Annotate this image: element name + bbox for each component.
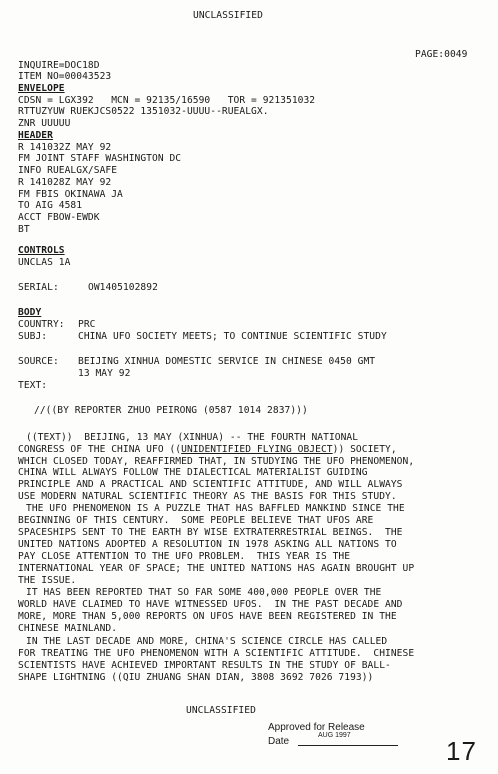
- date-rule: [298, 745, 398, 746]
- header-line-2: FM JOINT STAFF WASHINGTON DC: [18, 153, 182, 164]
- header-line-6: TO AIG 4581: [18, 200, 83, 211]
- subject-value: CHINA UFO SOCIETY MEETS; TO CONTINUE SCIENTIFIC STUDY: [78, 331, 387, 342]
- header-line-3: INFO RUEALGX/SAFE: [18, 165, 118, 176]
- item-number: ITEM NO=00043523: [18, 71, 112, 82]
- znr-line: ZNR UUUUU: [18, 118, 71, 129]
- paragraph-line: THE ISSUE.: [18, 575, 77, 586]
- date-label: Date: [268, 736, 290, 747]
- release-date: AUG 1997: [318, 732, 351, 739]
- subject-label: SUBJ:: [18, 331, 48, 342]
- source-line-1: BEIJING XINHUA DOMESTIC SERVICE IN CHINESE 0450 GMT: [78, 356, 376, 367]
- paragraph-line: SHAPE LIGHTNING ((QIU ZHUANG SHAN DIAN, 3808 3692 7026 7193)): [18, 672, 374, 683]
- controls-label: CONTROLS: [18, 245, 65, 256]
- country-value: PRC: [78, 319, 96, 330]
- paragraph-line: THE UFO PHENOMENON IS A PUZZLE THAT HAS BAFFLED MANKIND SINCE THE: [26, 503, 405, 514]
- header-label: HEADER: [18, 130, 53, 141]
- line-segment: CONGRESS OF THE CHINA UFO ((: [18, 444, 182, 455]
- paragraph-line: MORE, MORE THAN 5,000 REPORTS ON UFOS HAVE BEEN REGISTERED IN THE: [18, 611, 397, 622]
- paragraph-line: FOR TREATING THE UFO PHENOMENON WITH A SCIENTIFIC ATTITUDE. CHINESE: [18, 648, 415, 659]
- source-line-2: 13 MAY 92: [78, 368, 131, 379]
- routing-line: RTTUZYUW RUEKJCS0522 1351032-UUUU--RUEALGX.: [18, 106, 269, 117]
- body-label: BODY: [18, 307, 42, 318]
- classification-bottom: UNCLASSIFIED: [186, 705, 256, 716]
- controls-value: UNCLAS 1A: [18, 257, 71, 268]
- paragraph-line: CHINESE MAINLAND.: [18, 623, 118, 634]
- paragraph-line: WORLD HAVE CLAIMED TO HAVE WITNESSED UFOS. IN THE PAST DECADE AND: [18, 599, 403, 610]
- line-segment: )) SOCIETY,: [332, 444, 397, 455]
- serial-label: SERIAL:: [18, 282, 59, 293]
- approved-for-release: Approved for Release: [268, 722, 365, 733]
- header-line-5: FM FBIS OKINAWA JA: [18, 189, 123, 200]
- paragraph-line: USE MODERN NATURAL SCIENTIFIC THEORY AS THE BASIS FOR THIS STUDY.: [18, 491, 397, 502]
- header-line-8: BT: [18, 224, 30, 235]
- paragraph-line: INTERNATIONAL YEAR OF SPACE; THE UNITED NATIONS HAS AGAIN BROUGHT UP: [18, 563, 415, 574]
- underlined-term: UNIDENTIFIED FLYING OBJECT: [181, 444, 333, 455]
- paragraph-line: CHINA WILL ALWAYS FOLLOW THE DIALECTICAL MATERIALIST GUIDING: [18, 467, 368, 478]
- paragraph-line: UNITED NATIONS ADOPTED A RESOLUTION IN 1978 ASKING ALL NATIONS TO: [18, 539, 397, 550]
- paragraph-line: BEGINNING OF THIS CENTURY. SOME PEOPLE BELIEVE THAT UFOS ARE: [18, 515, 374, 526]
- header-line-1: R 141032Z MAY 92: [18, 142, 112, 153]
- serial-value: OW1405102892: [88, 282, 158, 293]
- paragraph-line: IN THE LAST DECADE AND MORE, CHINA'S SCIENCE CIRCLE HAS CALLED: [26, 636, 388, 647]
- source-label: SOURCE:: [18, 356, 59, 367]
- paragraph-line: PAY CLOSE ATTENTION TO THE UFO PROBLEM. THIS YEAR IS THE: [18, 551, 351, 562]
- paragraph-line: SPACESHIPS SENT TO THE EARTH BY WISE EXTRATERRESTRIAL BEINGS. THE: [18, 527, 403, 538]
- page-indicator: PAGE:0049: [415, 49, 468, 60]
- paragraph-line: ((TEXT)) BEIJING, 13 MAY (XINHUA) -- THE FOURTH NATIONAL: [26, 432, 359, 443]
- country-label: COUNTRY:: [18, 319, 65, 330]
- paragraph-line: WHICH CLOSED TODAY, REAFFIRMED THAT, IN STUDYING THE UFO PHENOMENON,: [18, 456, 415, 467]
- paragraph-line: [18, 444, 397, 455]
- cdsn-line: CDSN = LGX392 MCN = 92135/16590 TOR = 921351032: [18, 95, 316, 106]
- release-stamp: [268, 718, 408, 754]
- header-line-4: R 141028Z MAY 92: [18, 177, 112, 188]
- text-label: TEXT:: [18, 380, 48, 391]
- inquire-line: INQUIRE=DOC18D: [18, 60, 100, 71]
- envelope-label: ENVELOPE: [18, 83, 65, 94]
- paragraph-line: PRINCIPLE AND A PRACTICAL AND SCIENTIFIC ATTITUDE, AND WILL ALWAYS: [18, 479, 403, 490]
- header-line-7: ACCT FBOW-EWDK: [18, 212, 100, 223]
- paragraph-line: SCIENTISTS HAVE ACHIEVED IMPORTANT RESULTS IN THE STUDY OF BALL-: [18, 660, 391, 671]
- paragraph-line: IT HAS BEEN REPORTED THAT SO FAR SOME 400,000 PEOPLE OVER THE: [26, 587, 382, 598]
- handwritten-page-number: 17: [446, 736, 477, 766]
- classification-top: UNCLASSIFIED: [193, 10, 263, 21]
- byline: //((BY REPORTER ZHUO PEIRONG (0587 1014 2837))): [34, 405, 308, 416]
